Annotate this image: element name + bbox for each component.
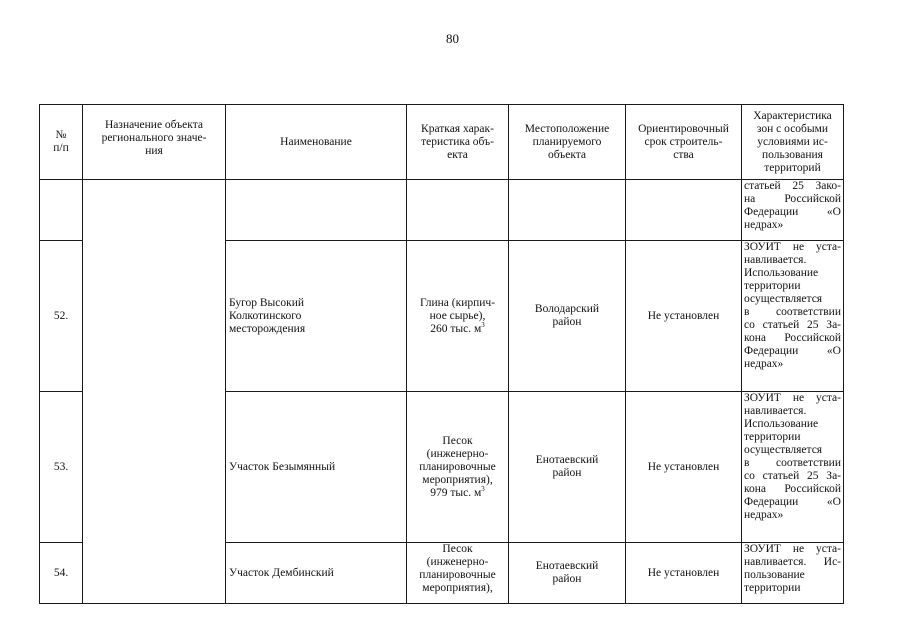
- table-header-row: [40, 105, 844, 180]
- header-location: Местоположение планируемого объекта: [509, 105, 626, 180]
- cell-num: 52.: [40, 241, 83, 392]
- cell-zone: ЗОУИТ не уста- навливается. Использование территории осуществляется в соответствии со статьей 25 За- кона Российской Федерации «О недрах»: [742, 241, 844, 392]
- cell-location: Енотаевский район: [509, 543, 626, 604]
- cell-location: Володарский район: [509, 241, 626, 392]
- cell-name: Участок Дембинский: [226, 543, 407, 604]
- cell-term: [626, 180, 742, 241]
- cell-name: Участок Безымянный: [226, 392, 407, 543]
- header-purpose: Назначение объекта регионального значе- ния: [83, 105, 226, 180]
- cell-purpose-merged: [83, 180, 226, 604]
- cell-name: [226, 180, 407, 241]
- cell-location: [509, 180, 626, 241]
- cell-characteristic: Глина (кирпич- ное сырье), 260 тыс. $м^3$: [407, 241, 509, 392]
- cell-zone: статьей 25 Зако- на Российской Федерации «О недрах»: [742, 180, 844, 241]
- header-zone: Характеристика зон с особыми условиями ис- пользования территорий: [742, 105, 844, 180]
- header-name: Наименование: [226, 105, 407, 180]
- cell-characteristic: [407, 180, 509, 241]
- cell-term: Не установлен: [626, 392, 742, 543]
- cell-zone: ЗОУИТ не уста- навливается. Использование территории осуществляется в соответствии со статьей 25 За- кона Российской Федерации «О недрах»: [742, 392, 844, 543]
- cell-term: Не установлен: [626, 543, 742, 604]
- table-row-continuation: [40, 180, 844, 241]
- cell-term: Не установлен: [626, 241, 742, 392]
- cell-zone: ЗОУИТ не уста- навливается. Ис- пользование территории: [742, 543, 844, 604]
- cell-name: Бугор Высокий Колкотинского месторождения: [226, 241, 407, 392]
- objects-table: [39, 104, 844, 604]
- cell-num: 54.: [40, 543, 83, 604]
- header-num: № п/п: [40, 105, 83, 180]
- header-characteristic: Краткая харак- теристика объ- екта: [407, 105, 509, 180]
- page-number: 80: [446, 31, 459, 46]
- cell-characteristic: Песок (инженерно- планировочные мероприятия), 979 тыс. $м^3$: [407, 392, 509, 543]
- header-term: Ориентировочный срок строитель- ства: [626, 105, 742, 180]
- cell-num: 53.: [40, 392, 83, 543]
- cell-characteristic: Песок (инженерно- планировочные мероприятия),: [407, 543, 509, 604]
- cell-num: [40, 180, 83, 241]
- cell-location: Енотаевский район: [509, 392, 626, 543]
